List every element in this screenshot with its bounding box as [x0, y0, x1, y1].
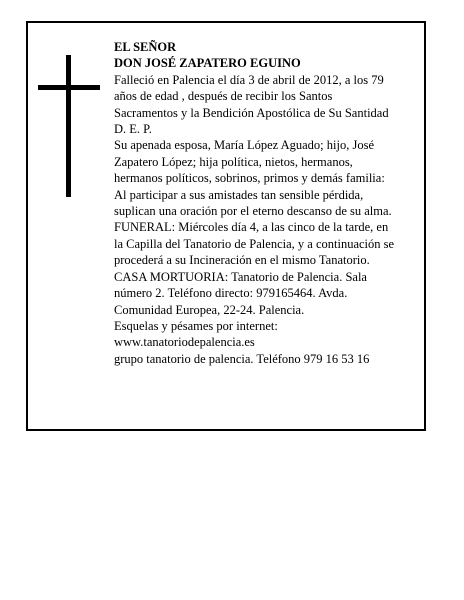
heading-title: EL SEÑOR [114, 40, 177, 54]
body-line: D. E. P. [114, 122, 152, 137]
body-line: Al participar a sus amistades tan sensible pérdida, [114, 187, 364, 202]
body-line: Comunidad Europea, 22-24. Palencia. [114, 302, 305, 317]
body-line: la Capilla del Tanatorio de Palencia, y a continuación se [114, 236, 395, 251]
body-line: CASA MORTUORIA: Tanatorio de Palencia. Sala [114, 269, 367, 284]
body-line: Esquelas y pésames por internet: [114, 318, 278, 333]
website-link[interactable]: www.tanatoriodepalencia.es [114, 335, 255, 350]
body-line: Falleció en Palencia el día 3 de abril de 2012, a los 79 [114, 72, 384, 87]
body-line: número 2. Teléfono directo: 979165464. Avda. [114, 286, 348, 301]
body-line: años de edad , después de recibir los Santos [114, 89, 333, 104]
body-line: grupo tanatorio de palencia. Teléfono 979 16 53 16 [114, 351, 370, 366]
body-line: hermanos políticos, sobrinos, primos y demás familia: [114, 171, 385, 186]
deceased-name: DON JOSÉ ZAPATERO EGUINO [114, 56, 301, 71]
obituary-text [114, 39, 420, 367]
cross-horizontal-bar [38, 85, 100, 90]
cross-icon [38, 55, 100, 197]
body-line: procederá a su Incineración en el mismo Tanatorio. [114, 253, 370, 268]
body-line: Sacramentos y la Bendición Apostólica de Su Santidad [114, 105, 389, 120]
body-line: suplican una oración por el eterno descanso de su alma. [114, 204, 392, 219]
body-line: Su apenada esposa, María López Aguado; hijo, José [114, 138, 375, 153]
cross-vertical-bar [66, 55, 71, 197]
body-line: Zapatero López; hija política, nietos, hermanos, [114, 154, 353, 169]
body-line: FUNERAL: Miércoles día 4, a las cinco de la tarde, en [114, 220, 389, 235]
